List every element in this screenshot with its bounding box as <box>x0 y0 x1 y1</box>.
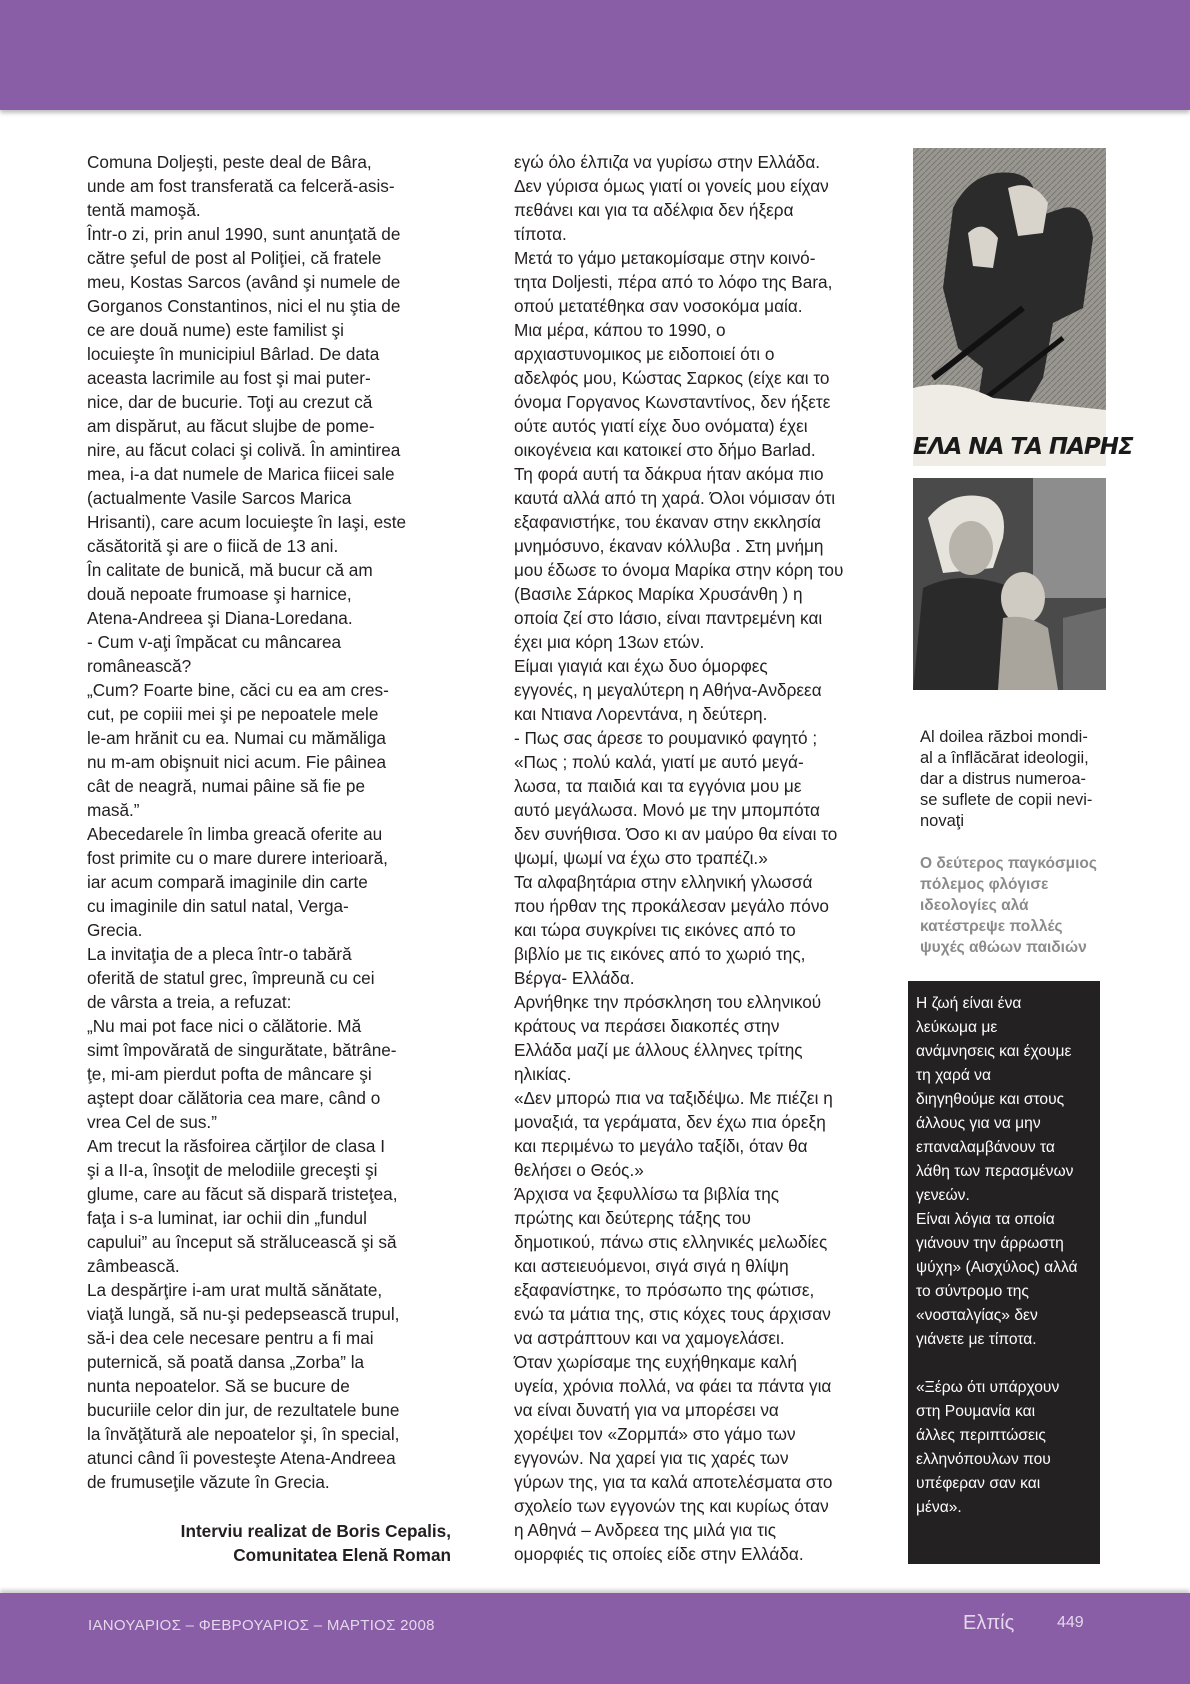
quote-box <box>908 981 1100 1564</box>
article-paragraph: - Πως σας άρεσε το ρουμανικό φαγητό ; <box>514 728 818 748</box>
war-poster-image <box>913 148 1133 466</box>
mother-child-illustration <box>913 478 1106 690</box>
article-paragraph: Όταν χωρίσαμε της ευχήθηκαμε καλή υγεία, χρόνια πολλά, να φάει τα πάντα για να είναι δυνατή για να μπορέσει να χορέψει τον «Ζορμπά» στο γάμο των εγγονών. Να χαρεί για τις χαρές των γύρων της, για τα καλά αποτελέσματα στο σχολείο των εγγονών της και κυρίως όταν η Αθηνά – Ανδρεεα της μιλά για τις ομορφιές τις οποίες είδε στην Ελλάδα. <box>514 1352 833 1564</box>
article-paragraph: Comuna Doljeşti, peste deal de Bâra, unde am fost transferată ca felceră-asis- tentă mamoşă. <box>87 152 395 220</box>
article-paragraph: «Πως ; πολύ καλά, γιατί με αυτό μεγά- λωσα, τα παιδιά και τα εγγόνια μου με αυτό μεγάλωσα. Μονό με την μπομπότα δεν συνήθισα. Όσο κι αν μαύρο θα είναι το ψωμί, ψωμί να έχω στο τραπέζι.» <box>514 752 838 868</box>
article-byline: Interviu realizat de Boris Cepalis, Comunitatea Elenă Roman <box>180 1521 451 1565</box>
article-paragraph: Μια μέρα, κάπου το 1990, ο αρχιαστυνομικος με ειδοποιεί ότι ο αδελφός μου, Κώστας Σαρκος (είχε και το όνομα Γοργανος Κωνσταντίνος, δεν ήξετε ούτε αυτός γιατί είχε δυο ονόματα) έχει οικογένεια και κατοικεί στο δήμο Barlad. Τη φορά αυτή τα δάκρυα ήταν ακόμα πιο καυτά αλλά από τη χαρά. Όλοι νόμισαν ότι εξαφανιστήκε, του έκαναν στην εκκλησία μνημόσυνο, έκαναν κόλλυβα . Στη μνήμη μου έδωσε το όνομα Μαρίκα στην κόρη του (Βασιλε Σάρκος Μαρίκα Χρυσάνθη ) η οποία ζεί στο Ιάσιο, είναι παντρεμένη και έχει μια κόρη 13ων ετών. <box>514 320 844 652</box>
article-paragraph: - Cum v-aţi împăcat cu mâncarea românească? <box>87 632 342 676</box>
romanian-article-column <box>87 150 457 1494</box>
article-paragraph: Είμαι γιαγιά και έχω δυο όμορφες εγγονές, η μεγαλύτερη η Αθήνα-Ανδρεεα και Ντιανα Λορεντάνα, η δεύτερη. <box>514 656 822 724</box>
article-paragraph: Am trecut la răsfoirea cărţilor de clasa I şi a II-a, însoţit de melodiile greceşti şi glume, care au făcut să dispară tristeţea, faţa i s-a luminat, iar ochii din „fundul capului” au început să strălucească şi să zâmbească. <box>87 1136 398 1276</box>
article-paragraph: Într-o zi, prin anul 1990, sunt anunţată de către şeful de post al Poliţiei, că fratele meu, Kostas Sarcos (având şi numele de Gorganos Constantinos, nici el nu ştia de ce are două nume) este familist şi locuieşte în municipiul Bârlad. De data aceasta lacrimile au fost şi mai puter- nice, dar de bucurie. Toţi au crezut că am dispărut, au făcut slujbe de pome- nire, au făcut colaci şi colivă. În amintirea mea, i-a dat numele de Marica fiicei sale (actualmente Vasile Sarcos Marica Hrisanti), care acum locuieşte în Iaşi, este căsătorită şi are o fiică de 13 ani. <box>87 224 407 556</box>
article-paragraph: În calitate de bunică, mă bucur că am două nepoate frumoase şi harnice, Atena-Andreea şi Diana-Loredana. <box>87 560 373 628</box>
magazine-title: Ελπίς <box>963 1612 1015 1634</box>
article-paragraph: La invitaţia de a pleca într-o tabără oferită de statul grec, împreună cu cei de vârsta a treia, a refuzat: <box>87 944 375 1012</box>
quote-paragraph: Η ζωή είναι ένα λεύκωμα με ανάμνησεις και έχουμε τη χαρά να διηγηθούμε και στους άλλους για να μην επαναλαμβάνουν τα λάθη των περασμένων γενεών. Είναι λόγια τα οποία γιάνουν την άρρωστη ψύχη» (Αισχύλος) αλλά το σύντρομο της «νοσταλγίας» δεν γιάνετε με τίποτα. <box>916 995 1078 1348</box>
poster-slogan: ΕΛΑ ΝΑ ΤΑ ΠΑΡΗΣ <box>913 434 1133 460</box>
war-poster-illustration <box>913 148 1133 466</box>
article-paragraph: „Nu mai pot face nici o călătorie. Mă simt împovărată de singurătate, bătrâne- ţe, mi-am pierdut pofta de mâncare şi aştept doar călătoria cea mare, când o vrea Cel de sus.” <box>87 1016 397 1132</box>
page-number: 449 <box>1057 1614 1084 1631</box>
mother-child-photo <box>913 478 1106 690</box>
footer-band <box>0 1593 1190 1684</box>
photo-caption-greek: Ο δεύτερος παγκόσμιος πόλεμος φλόγισε ιδεολογίες αλά κατέστρεψε πολλές ψυχές αθώων παιδιών <box>920 855 1097 956</box>
article-paragraph: Τα αλφαβητάρια στην ελληνική γλωσσά που ήρθαν της προκάλεσαν μεγάλο πόνο και τώρα συγκρίνει τις εικόνες από το βιβλίο με τις εικόνες από το χωριό της, Βέργα- Ελλάδα. <box>514 872 829 988</box>
article-paragraph: Αρνήθηκε την πρόσκληση του ελληνικού κράτους να περάσει διακοπές στην Ελλάδα μαζί με άλλους έλληνες τρίτης ηλικίας. <box>514 992 822 1084</box>
article-paragraph: Abecedarele în limba greacă oferite au fost primite cu o mare durere interioară, iar acum compară imaginile din carte cu imaginile din satul natal, Verga- Grecia. <box>87 824 388 940</box>
quote-paragraph: «Ξέρω ότι υπάρχουν στη Ρουμανία και άλλες περιπτώσεις ελληνόπουλων που υπέφεραν σαν και μένα». <box>916 1379 1060 1516</box>
article-paragraph: «Δεν μπορώ πια να ταξιδέψω. Με πιέζει η μοναξιά, τα γεράματα, δεν έχω πια όρεξη και περιμένω το μεγάλο ταξίδι, όταν θα θελήσει ο Θεός.» <box>514 1088 833 1180</box>
article-paragraph: „Cum? Foarte bine, căci cu ea am cres- cut, pe copiii mei şi pe nepoatele mele le-am hrănit cu ea. Numai cu mămăliga nu m-am obişnuit nici acum. Fie pâinea cât de neagră, numai pâine să fie pe masă.” <box>87 680 389 820</box>
greek-article-column <box>514 150 882 1566</box>
article-paragraph: Άρχισα να ξεφυλλίσω τα βιβλία της πρώτης και δεύτερης τάξης του δημοτικού, πάνω στις ελληνικές μελωδίες και αστειευόμενοι, σιγά σιγά η θλίψη εξαφανίστηκε, το πρόσωπο της φώτισε, ενώ τα μάτια της, στις κόχες τους άρχισαν να αστράπτουν και να χαμογελάσει. <box>514 1184 831 1348</box>
header-band <box>0 0 1190 110</box>
article-paragraph: Μετά το γάμο μετακομίσαμε στην κοινό- τητα Doljesti, πέρα από το λόφο της Bara, οπού μετατέθηκα σαν νοσοκόμα μαία. <box>514 248 833 316</box>
article-paragraph: εγώ όλο έλπιζα να γυρίσω στην Ελλάδα. Δεν γύρισα όμως γιατί οι γονείς μου είχαν πεθάνει και για τα αδέλφια δεν ήξερα τίποτα. <box>514 152 829 244</box>
article-paragraph: La despărţire i-am urat multă sănătate, viaţă lungă, să nu-şi pedepsească trupul, să-i dea cele necesare pentru a fi mai puternică, să poată dansa „Zorba” la nunta nepoatelor. Să se bucure de bucuriile celor din jur, de rezultatele bune la învăţătură ale nepoatelor şi, în special, atunci când îi povesteşte Atena-Andreea de frumuseţile văzute în Grecia. <box>87 1280 400 1492</box>
issue-date: ΙΑΝΟΥΑΡΙΟΣ – ΦΕΒΡΟΥΑΡΙΟΣ – ΜΑΡΤΙΟΣ 2008 <box>88 1617 435 1634</box>
photo-caption-romanian: Al doilea război mondi- al a înflăcărat ideologii, dar a distrus numeroa- se suflete de copii nevi- novaţi <box>920 728 1093 830</box>
